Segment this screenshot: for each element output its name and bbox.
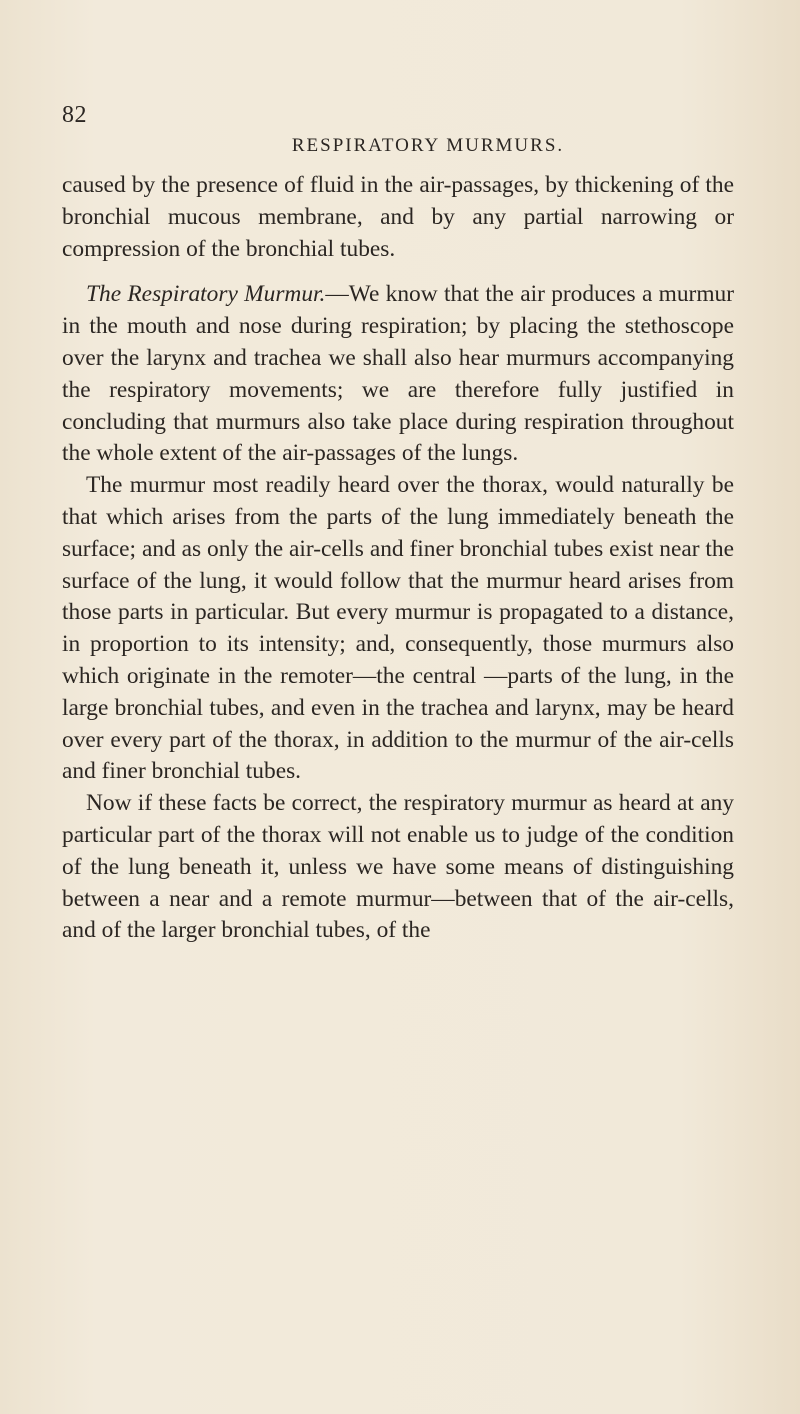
paragraph	[62, 279, 734, 470]
section-title: The Respiratory Murmur.	[86, 281, 326, 308]
paragraph	[62, 788, 734, 947]
paragraph-text: The murmur most readily heard over the thorax, would naturally be that which arises from the parts of the lung immediately beneath the surface; and as only the air-cells and finer bronchial tubes exist near the surface of the lung, it would follow that the murmur heard arises from those parts in particular. But every murmur is propagated to a distance, in proportion to its intensity; and, consequently, those murmurs also which originate in the remoter—the central —parts of the lung, in the large bronchial tubes, and even in the trachea and larynx, may be heard over every part of the thorax, in addition to the murmur of the air-cells and finer bronchial tubes.	[62, 472, 734, 785]
paragraph	[62, 470, 734, 788]
paragraph-text: Now if these facts be correct, the respiratory murmur as heard at any particular part of the thorax will not enable us to judge of the condition of the lung beneath it, unless we have some means of distinguishing between a near and a remote murmur—between that of the air-cells, and of the larger bronchial tubes, of the	[62, 790, 734, 944]
page-header	[62, 102, 734, 156]
page-number: 82	[62, 102, 87, 128]
running-head: RESPIRATORY MURMURS.	[291, 135, 565, 156]
paragraph-text: —We know that the air produces a murmur in the mouth and nose during respiration; by placing the stethoscope over the larynx and trachea we shall also hear murmurs accompanying the respiratory movements; we are therefore fully justified in concluding that murmurs also take place during respiration throughout the whole extent of the air-passages of the lungs.	[62, 281, 734, 467]
body-text	[62, 170, 734, 947]
paragraph-text: caused by the presence of fluid in the air-passages, by thickening of the bronchial mucous membrane, and by any partial narrowing or compression of the bronchial tubes.	[62, 172, 734, 262]
paragraph	[62, 170, 734, 265]
